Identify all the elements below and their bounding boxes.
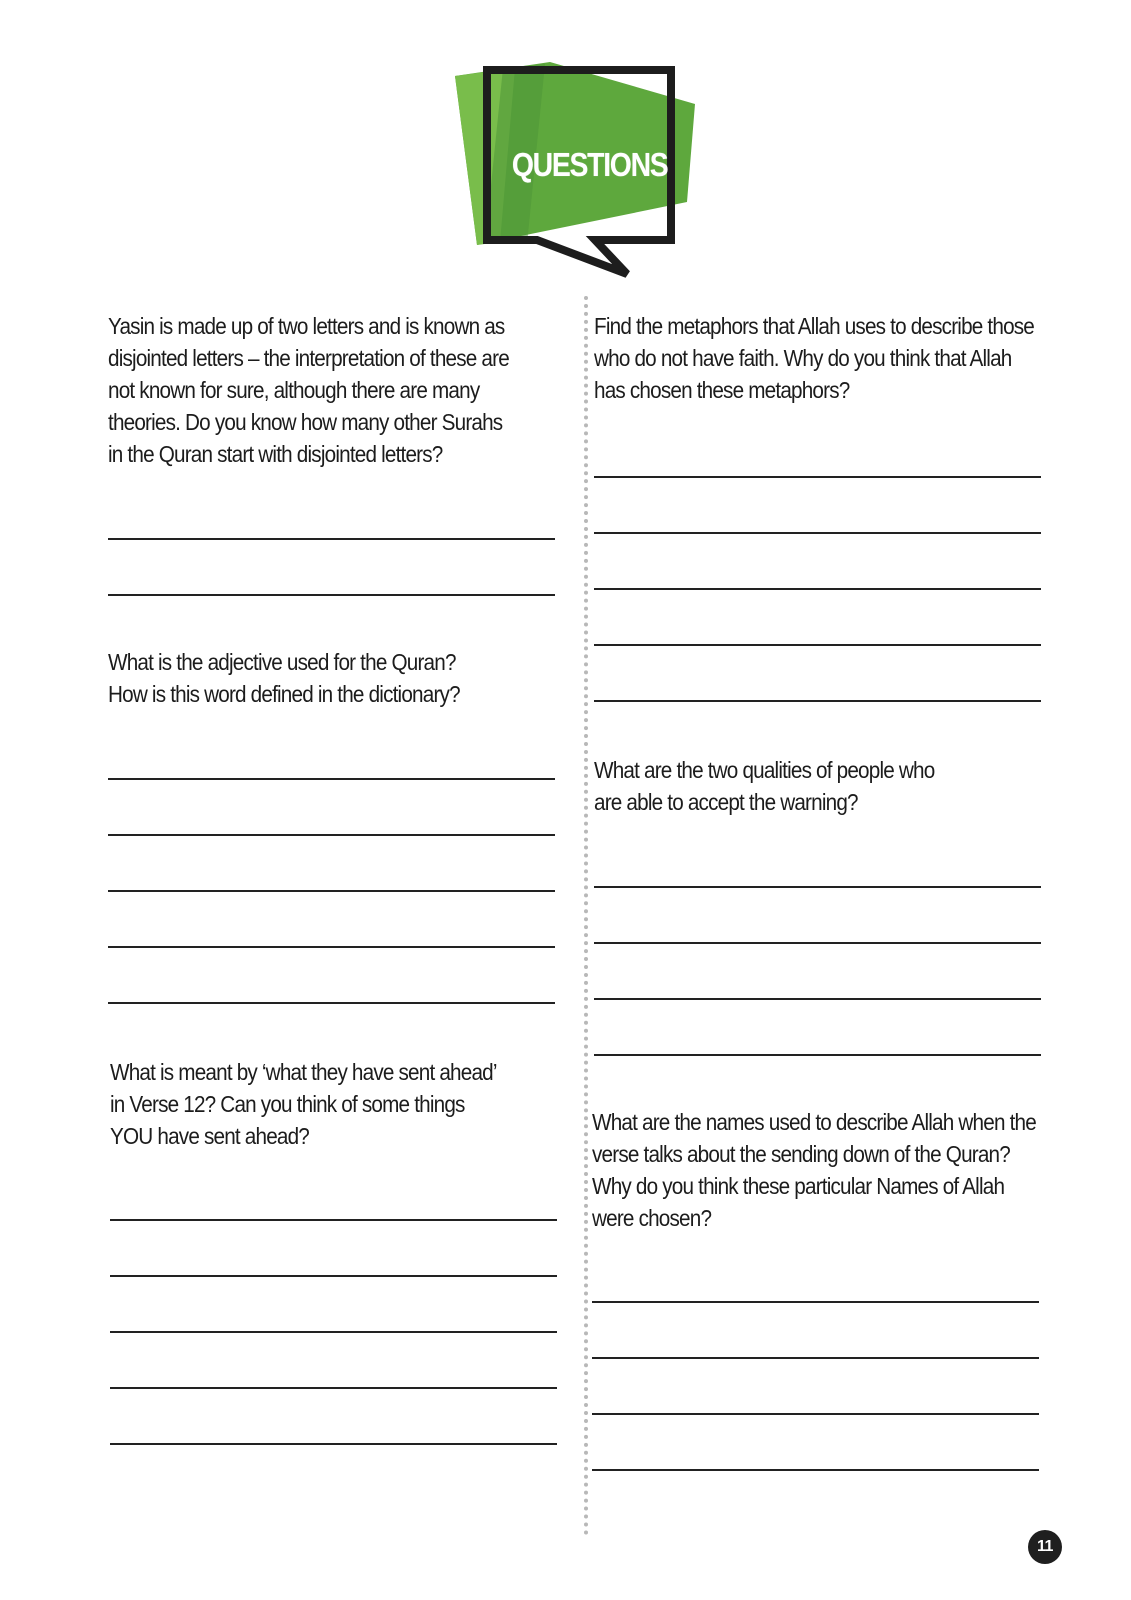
answer-line[interactable] (110, 1443, 557, 1445)
answer-line[interactable] (108, 538, 555, 540)
answer-line[interactable] (108, 890, 555, 892)
answer-line[interactable] (110, 1219, 557, 1221)
question-4-text: Find the metaphors that Allah uses to describe those who do not have faith. Why do you think that Allah has chosen these metaphors? (594, 313, 1035, 403)
question-3-text: What is meant by ‘what they have sent ahead’ in Verse 12? Can you think of some things YOU have sent ahead? (110, 1059, 497, 1149)
question-5-text: What are the two qualities of people who are able to accept the warning? (594, 757, 935, 815)
answer-line[interactable] (594, 942, 1041, 944)
answer-line[interactable] (594, 644, 1041, 646)
answer-line[interactable] (594, 700, 1041, 702)
answer-line[interactable] (594, 1054, 1041, 1056)
answer-line[interactable] (110, 1387, 557, 1389)
answer-line[interactable] (108, 834, 555, 836)
section-title: QUESTIONS (511, 146, 668, 183)
column-divider (584, 296, 588, 1536)
answer-line[interactable] (594, 998, 1041, 1000)
answer-line[interactable] (592, 1301, 1039, 1303)
answer-line[interactable] (592, 1469, 1039, 1471)
answer-line[interactable] (108, 946, 555, 948)
answer-line[interactable] (592, 1413, 1039, 1415)
answer-line[interactable] (594, 886, 1041, 888)
answer-line[interactable] (110, 1275, 557, 1277)
question-1-text: Yasin is made up of two letters and is known as disjointed letters – the interpretation of these are not known for sure, although there are many theories. Do you know how many other Surahs in the Quran start with disjointed letters? (108, 313, 509, 467)
answer-line[interactable] (108, 778, 555, 780)
page-number-badge: 11 (1028, 1530, 1062, 1564)
answer-line[interactable] (594, 476, 1041, 478)
answer-line[interactable] (594, 588, 1041, 590)
answer-line[interactable] (110, 1331, 557, 1333)
answer-line[interactable] (592, 1357, 1039, 1359)
answer-line[interactable] (594, 532, 1041, 534)
question-2-text: What is the adjective used for the Quran? How is this word defined in the dictionary? (108, 649, 460, 707)
question-6-text: What are the names used to describe Allah when the verse talks about the sending down of the Quran? Why do you think these particular Names of Allah were chosen? (592, 1109, 1036, 1231)
answer-line[interactable] (108, 594, 555, 596)
answer-line[interactable] (108, 1002, 555, 1004)
